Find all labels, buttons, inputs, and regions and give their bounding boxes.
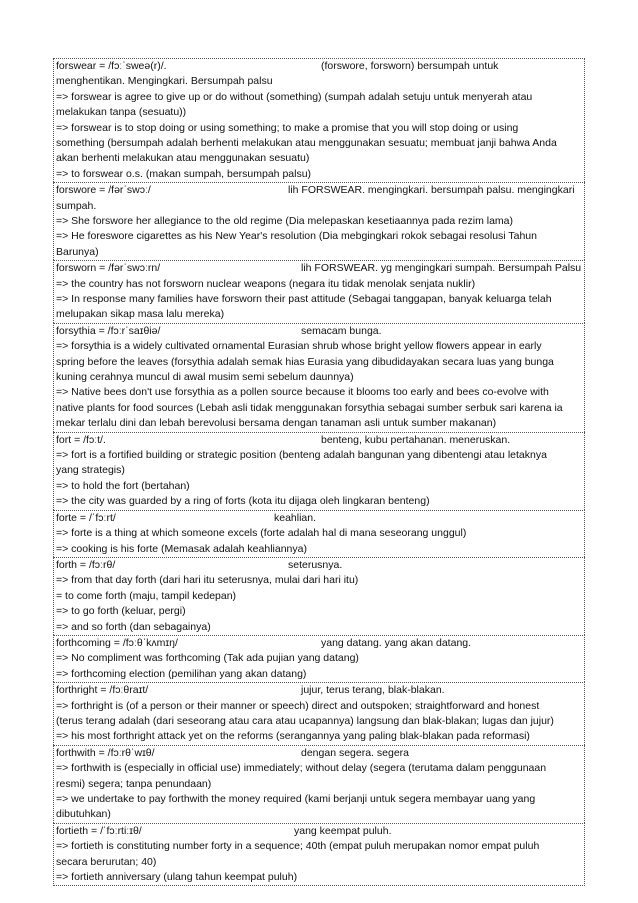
- entry-line: => forthcoming election (pemilihan yang akan datang): [56, 667, 307, 680]
- entry-line: => forthwith is (especially in official use) immediately; without delay (segera (terutama dalam penggunaan: [56, 762, 547, 775]
- entry-line: => the city was guarded by a ring of forts (kota itu dijaga oleh lingkaran benteng): [56, 495, 430, 508]
- entry-line: kuning cerahnya muncul di awal musim semi sebelum daunnya): [56, 371, 354, 384]
- entry-line: => to hold the fort (bertahan): [56, 479, 190, 492]
- headword: forthwith = /fɔːrθˈwɪθ/: [56, 746, 155, 759]
- translation: semacam bunga.: [301, 324, 382, 337]
- entry-line: sumpah.: [56, 199, 97, 212]
- entry-line: => forswear is to stop doing or using something; to make a promise that you will stop doing or using: [56, 121, 519, 134]
- entry-line: => to go forth (keluar, pergi): [56, 605, 186, 618]
- entry-line: => his most forthright attack yet on the reforms (serangannya yang paling blak-blakan pada reformasi): [56, 730, 530, 743]
- entry-line: => forsythia is a widely cultivated ornamental Eurasian shrub whose bright yellow flowers appear in early: [56, 340, 542, 353]
- entry-forswear: [53, 58, 585, 182]
- translation: keahlian.: [274, 511, 317, 524]
- entry-line: melakukan tanpa (sesuatu)): [56, 106, 187, 119]
- entry-forswore: [53, 182, 585, 260]
- entry-line: => cooking is his forte (Memasak adalah keahliannya): [56, 542, 307, 555]
- entry-line: = to come forth (maju, tampil kedepan): [56, 589, 237, 602]
- entry-line: => fortieth anniversary (ulang tahun keempat puluh): [56, 870, 298, 883]
- entry-line: something (bersumpah adalah berhenti melakukan atau menggunakan sesuatu; membuat janji bahwa Anda: [56, 137, 557, 150]
- entry-line: (terus terang adalah (dari seseorang atau cara atau ucapannya) langsung dan blak-blakan; lugas dan jujur): [56, 714, 554, 727]
- entry-line: => and so forth (dan sebagainya): [56, 620, 211, 633]
- headword: fort = /fɔːt/.: [56, 433, 106, 446]
- entry-line: mekar terlalu dini dan lebah berevolusi bersama dengan tanaman asli untuk sumber makanan): [56, 417, 497, 430]
- headword: forsworn = /fərˈswɔːrn/: [56, 262, 161, 275]
- entry-line: yang strategis): [56, 464, 125, 477]
- entry-line: => from that day forth (dari hari itu seterusnya, mulai dari hari itu): [56, 574, 359, 587]
- entry-line: Barunya): [56, 245, 99, 258]
- entry-line: => In response many families have forsworn their past attitude (Sebagai tanggapan, banyak keluarga telah: [56, 293, 552, 306]
- headword: forthright = /fɔːθraɪt/: [56, 684, 149, 697]
- entry-forthright: [53, 682, 585, 745]
- entry-line: akan berhenti melakukan atau menggunakan sesuatu): [56, 152, 310, 165]
- entry-line: => He foreswore cigarettes as his New Year's resolution (Dia mebgingkari rokok sebagai resolusi Tahun: [56, 230, 537, 243]
- entry-line: spring before the leaves (forsythia adalah semak hias Eurasia yang dibudidayakan secara luas yang bunga: [56, 355, 554, 368]
- entry-line: => to forswear o.s. (makan sumpah, bersumpah palsu): [56, 167, 312, 180]
- entry-fortieth: [53, 823, 585, 887]
- entry-line: => forswear is agree to give up or do without (something) (sumpah adalah setuju untuk menyerah atau: [56, 90, 533, 103]
- entry-line: => fort is a fortified building or strategic position (benteng adalah bangunan yang dibentengi atau letaknya: [56, 449, 547, 462]
- entry-line: => No compliment was forthcoming (Tak ada pujian yang datang): [56, 652, 359, 665]
- translation: lih FORSWEAR. yg mengingkari sumpah. Bersumpah Palsu: [301, 262, 582, 275]
- translation: yang keempat puluh.: [294, 824, 392, 837]
- entry-line: => we undertake to pay forthwith the money required (kami berjanji untuk segera membayar uang yang: [56, 792, 536, 805]
- entry-forthwith: [53, 745, 585, 823]
- translation: seterusnya.: [288, 558, 343, 571]
- entry-line: menghentikan. Mengingkari. Bersumpah palsu: [56, 75, 273, 88]
- entry-line: => forthright is (of a person or their manner or speech) direct and outspoken; straightforward and honest: [56, 699, 540, 712]
- entry-line: => fortieth is constituting number forty in a sequence; 40th (empat puluh merupakan nomor empat puluh: [56, 840, 540, 853]
- headword: forsythia = /fɔːrˈsaɪθiə/: [56, 324, 161, 337]
- entry-line: melupakan sikap masa lalu mereka): [56, 308, 225, 321]
- headword: forswore = /fərˈswɔː/: [56, 184, 151, 197]
- entry-fort: [53, 432, 585, 510]
- translation: jujur, terus terang, blak-blakan.: [301, 684, 445, 697]
- entry-line: secara berurutan; 40): [56, 855, 157, 868]
- entry-forth: [53, 557, 585, 635]
- entry-line: => She forswore her allegiance to the old regime (Dia melepaskan kesetiaannya pada rezim lama): [56, 215, 513, 228]
- headword: forthcoming = /fɔːθˈkʌmɪŋ/: [56, 636, 178, 649]
- entry-line: => forte is a thing at which someone excels (forte adalah hal di mana seseorang unggul): [56, 527, 467, 540]
- entry-forsythia: [53, 323, 585, 432]
- headword: forth = /fɔːrθ/: [56, 558, 116, 571]
- entry-forsworn: [53, 260, 585, 323]
- translation: yang datang. yang akan datang.: [321, 636, 472, 649]
- translation: benteng, kubu pertahanan. meneruskan.: [321, 433, 511, 446]
- entry-forthcoming: [53, 635, 585, 682]
- entry-line: => Native bees don't use forsythia as a pollen source because it blooms too early and bees co-evolve with: [56, 386, 549, 399]
- translation: lih FORSWEAR. mengingkari. bersumpah palsu. mengingkari: [288, 184, 575, 197]
- headword: forswear = /fɔːˈsweə(r)/.: [56, 60, 167, 72]
- entry-line: dibutuhkan): [56, 808, 111, 821]
- translation: dengan segera. segera: [301, 746, 409, 759]
- entry-line: native plants for food sources (Lebah asli tidak menggunakan forsythia sebagai sumber serbuk sari karena ia: [56, 401, 563, 414]
- entry-line: => the country has not forsworn nuclear weapons (negara itu tidak menolak senjata nuklir): [56, 277, 476, 290]
- entry-forte: [53, 510, 585, 557]
- translation: (forswore, forsworn) bersumpah untuk: [321, 60, 499, 72]
- headword: forte = /ˈfɔːrt/: [56, 511, 116, 524]
- entry-line: resmi) segera; tanpa penundaan): [56, 777, 212, 790]
- dictionary-page: [53, 58, 585, 886]
- headword: fortieth = /ˈfɔːrtiːɪθ/: [56, 824, 142, 837]
